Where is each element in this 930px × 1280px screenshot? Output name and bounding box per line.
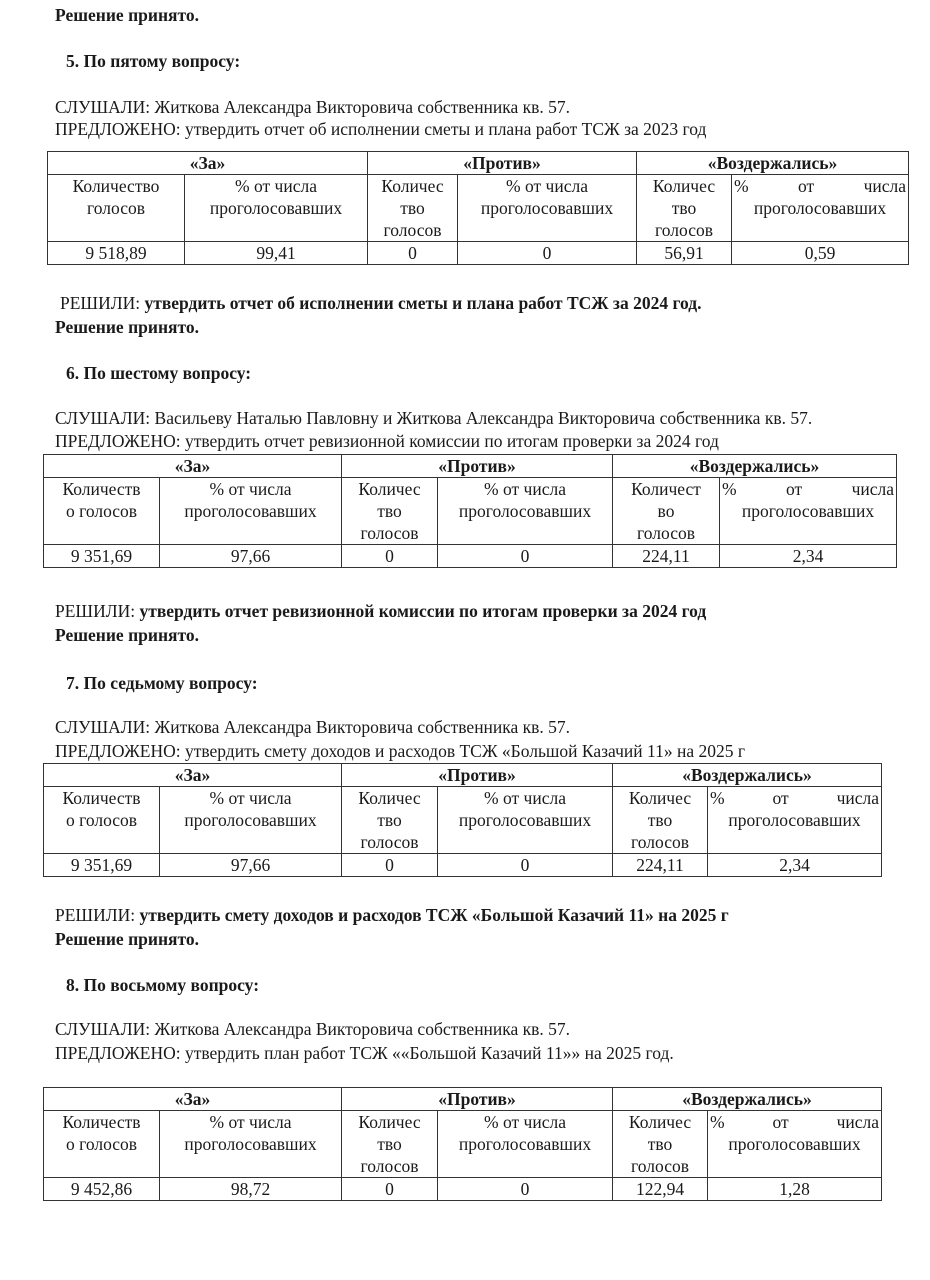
header-cell: Количеств о голосов [44,478,160,545]
top-decision: Решение принято. [55,5,200,25]
value-cell: 0 [342,854,438,877]
header-cell: Количество голосов [48,175,185,242]
vote-table-8 [43,1087,882,1201]
value-cell: 224,11 [613,854,708,877]
header-cell: % от числа проголосовавших [708,1111,882,1178]
header-cell: % от числа проголосовавших [160,787,342,854]
header-cell: Количеств о голосов [44,787,160,854]
section-8-heard: СЛУШАЛИ: Житкова Александра Викторовича собственника кв. 57. [55,1019,571,1039]
value-cell: 0 [438,545,613,568]
value-cell: 2,34 [708,854,882,877]
header-cell: % от числа проголосовавших [438,787,613,854]
section-6-resolved: РЕШИЛИ: утвердить отчет ревизионной комиссии по итогам проверки за 2024 год [55,601,707,621]
col-for: «За» [44,455,342,478]
value-cell: 97,66 [160,545,342,568]
section-5-heading: 5. По пятому вопросу: [66,51,241,71]
value-cell: 0 [458,242,637,265]
header-cell: % от числа проголосовавших [458,175,637,242]
header-cell: Количес тво голосов [613,787,708,854]
section-7-decision: Решение принято. [55,929,200,949]
col-abstained: «Воздержались» [613,455,897,478]
col-against: «Против» [342,1088,613,1111]
header-cell: % от числа проголосовавших [160,1111,342,1178]
value-cell: 9 518,89 [48,242,185,265]
value-cell: 0 [342,1178,438,1201]
col-abstained: «Воздержались» [613,1088,882,1111]
col-for: «За» [44,1088,342,1111]
section-5-resolved: РЕШИЛИ: утвердить отчет об исполнении сметы и плана работ ТСЖ за 2024 год. [60,293,702,313]
value-cell: 1,28 [708,1178,882,1201]
value-cell: 98,72 [160,1178,342,1201]
section-6-decision: Решение принято. [55,625,200,645]
value-cell: 9 351,69 [44,545,160,568]
value-cell: 0 [438,854,613,877]
value-cell: 0 [368,242,458,265]
value-cell: 224,11 [613,545,720,568]
header-cell: % от числа проголосовавших [438,478,613,545]
col-for: «За» [48,152,368,175]
section-8-proposed: ПРЕДЛОЖЕНО: утвердить план работ ТСЖ ««Большой Казачий 11»» на 2025 год. [55,1043,674,1063]
header-cell: Количес тво голосов [613,1111,708,1178]
value-cell: 9 351,69 [44,854,160,877]
section-5-decision: Решение принято. [55,317,200,337]
section-7-proposed: ПРЕДЛОЖЕНО: утвердить смету доходов и расходов ТСЖ «Большой Казачий 11» на 2025 г [55,741,746,761]
value-cell: 0 [342,545,438,568]
section-7-resolved: РЕШИЛИ: утвердить смету доходов и расходов ТСЖ «Большой Казачий 11» на 2025 г [55,905,729,925]
header-cell: Количест во голосов [613,478,720,545]
value-cell: 122,94 [613,1178,708,1201]
section-5-heard: СЛУШАЛИ: Житкова Александра Викторовича собственника кв. 57. [55,97,571,117]
value-cell: 2,34 [720,545,897,568]
header-cell: Количеств о голосов [44,1111,160,1178]
value-cell: 0,59 [732,242,909,265]
header-cell: % от числа проголосовавших [160,478,342,545]
value-cell: 56,91 [637,242,732,265]
section-6-heading: 6. По шестому вопросу: [66,363,252,383]
section-7-heard: СЛУШАЛИ: Житкова Александра Викторовича собственника кв. 57. [55,717,571,737]
col-against: «Против» [368,152,637,175]
header-cell: % от числа проголосовавших [185,175,368,242]
value-cell: 99,41 [185,242,368,265]
section-5-proposed: ПРЕДЛОЖЕНО: утвердить отчет об исполнении сметы и плана работ ТСЖ за 2023 год [55,119,707,139]
vote-table-7 [43,763,882,877]
header-cell: Количес тво голосов [368,175,458,242]
header-cell: % от числа проголосовавших [708,787,882,854]
vote-table-5 [47,151,909,265]
col-against: «Против» [342,764,613,787]
vote-table-6 [43,454,897,568]
section-6-heard: СЛУШАЛИ: Васильеву Наталью Павловну и Житкова Александра Викторовича собственника кв. 57. [55,408,813,428]
header-cell: Количес тво голосов [342,787,438,854]
section-6-proposed: ПРЕДЛОЖЕНО: утвердить отчет ревизионной комиссии по итогам проверки за 2024 год [55,431,719,451]
value-cell: 0 [438,1178,613,1201]
col-against: «Против» [342,455,613,478]
value-cell: 9 452,86 [44,1178,160,1201]
header-cell: Количес тво голосов [342,478,438,545]
header-cell: Количес тво голосов [342,1111,438,1178]
col-for: «За» [44,764,342,787]
section-8-heading: 8. По восьмому вопросу: [66,975,260,995]
header-cell: % от числа проголосовавших [732,175,909,242]
header-cell: Количес тво голосов [637,175,732,242]
value-cell: 97,66 [160,854,342,877]
col-abstained: «Воздержались» [613,764,882,787]
header-cell: % от числа проголосовавших [720,478,897,545]
section-7-heading: 7. По седьмому вопросу: [66,673,258,693]
col-abstained: «Воздержались» [637,152,909,175]
header-cell: % от числа проголосовавших [438,1111,613,1178]
